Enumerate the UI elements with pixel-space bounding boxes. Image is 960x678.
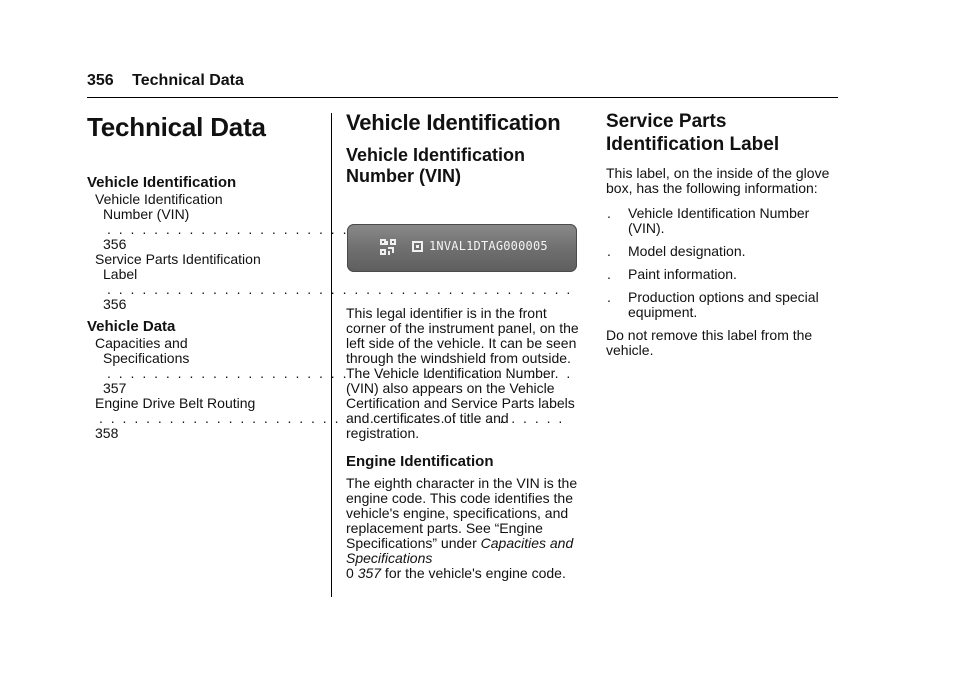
toc-entry-capacities[interactable] — [87, 336, 319, 396]
vin-description: This legal identifier is in the front corner of the instrument panel, on the left side of the vehicle. It can be seen through the windshield from outside. The Vehicle Identification Number (VIN) also appears on the Vehicle Certification and Service Parts labels and certificates of title and registration. — [346, 305, 579, 441]
toc-page-ref: 356 — [103, 236, 127, 252]
chapter-title: Technical Data — [87, 112, 266, 142]
toc-entry-belt-routing[interactable] — [87, 396, 319, 441]
vin-plate-code: 1NVAL1DTAG000005 — [429, 239, 548, 253]
service-parts-warning: Do not remove this label from the vehicle. — [606, 327, 813, 358]
vin-heading: Vehicle Identification Number (VIN) — [346, 145, 526, 186]
page-number: 356 — [87, 72, 114, 89]
bullet-mark: . — [607, 289, 611, 305]
list-item: . Model designation. — [607, 243, 746, 259]
service-parts-title: Service Parts Identification Label — [606, 111, 780, 155]
list-item: . Paint information. — [607, 266, 737, 282]
service-parts-column — [606, 108, 841, 358]
column-divider — [331, 113, 332, 597]
vin-plate-marker-icon — [412, 241, 423, 252]
toc-heading: Vehicle Data — [87, 318, 176, 335]
header-section-title: Technical Data — [132, 72, 244, 89]
toc-entry-service-parts-label[interactable] — [87, 252, 319, 312]
page-ref-number: 357 — [357, 565, 382, 581]
running-header — [87, 72, 244, 90]
toc-entry-line: Capacities and — [95, 335, 188, 351]
cross-reference-link[interactable]: Capacities and Specifications 0 357 — [346, 535, 574, 581]
engine-identification-heading: Engine Identification — [346, 453, 494, 470]
service-parts-list — [606, 206, 841, 320]
toc-entry-line: Vehicle Identification — [95, 191, 223, 207]
toc-heading: Vehicle Identification — [87, 174, 237, 191]
section-title: Vehicle Identification — [346, 110, 561, 135]
bullet-mark: . — [607, 243, 611, 259]
vin-plate-image — [347, 224, 577, 272]
toc-entry-line: Specifications — [103, 350, 190, 366]
page-ref-arrow-icon: 0 — [346, 565, 354, 581]
toc-page-ref: 357 — [103, 380, 127, 396]
toc-entry-line: Number (VIN) — [103, 206, 190, 222]
toc-entry-line: Service Parts Identification — [95, 251, 261, 267]
list-item: . Vehicle Identification Number (VIN). — [607, 205, 810, 236]
qr-code-icon — [380, 239, 396, 255]
service-parts-intro: This label, on the inside of the glove box, has the following information: — [606, 165, 830, 196]
toc-entry-line: Engine Drive Belt Routing — [95, 395, 256, 411]
toc-entry-vin[interactable] — [87, 192, 319, 252]
toc-column — [87, 108, 319, 441]
list-item: . Production options and special equipment. — [607, 289, 819, 320]
toc-page-ref: 356 — [103, 296, 127, 312]
bullet-mark: . — [607, 205, 611, 221]
toc-page-ref: 358 — [95, 425, 119, 441]
toc-entry-line: Label — [103, 266, 138, 282]
header-rule — [87, 97, 838, 98]
engine-identification-text: The eighth character in the VIN is the engine code. This code identifies the vehicle's engine, specifications, and replacement parts. See “Engine Specifications” under Capacities and Specifications 0 357 for the vehicle's engine code. — [346, 475, 578, 581]
bullet-mark: . — [607, 266, 611, 282]
vehicle-identification-column — [346, 108, 581, 581]
